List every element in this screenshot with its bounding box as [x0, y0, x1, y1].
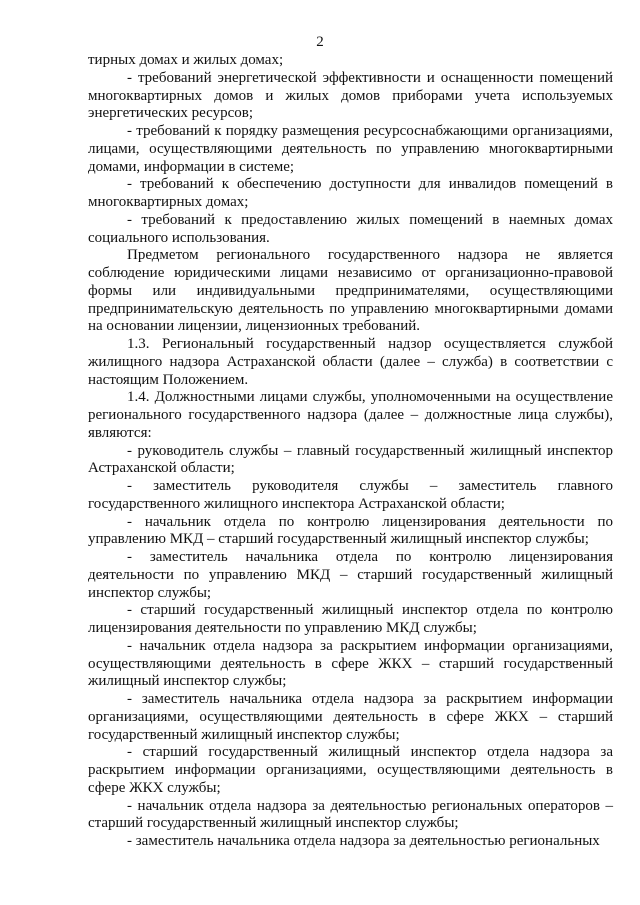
list-item: - заместитель начальника отдела по контролю лицензирования деятельности по управлению МКД – старший государственный жилищный инспектор службы; [88, 549, 613, 601]
paragraph: 1.4. Должностными лицами службы, уполномоченными на осуществление регионального государственного надзора (далее – должностные лица службы), являются: [88, 389, 613, 441]
paragraph: - требований к порядку размещения ресурсоснабжающими организациями, лицами, осуществляющими деятельность по управлению многоквартирными домами, информации в системе; [88, 123, 613, 175]
list-item: - начальник отдела надзора за раскрытием информации организациями, осуществляющими деятельность в сфере ЖКХ – старший государственный жилищный инспектор службы; [88, 637, 613, 690]
paragraph: Предметом регионального государственного надзора не является соблюдение юридическими лицами независимо от организационно-правовой формы или индивидуальными предпринимателями, осуществляющими предпринимательскую деятельность по управлению многоквартирными домами на основании лицензии, лицензионных требований. [88, 247, 613, 335]
paragraph: - требований энергетической эффективности и оснащенности помещений многоквартирных домов и жилых домов приборами учета используемых энергетических ресурсов; [88, 69, 613, 122]
document-body [88, 52, 613, 851]
list-item: - руководитель службы – главный государственный жилищный инспектор Астраханской области; [88, 442, 613, 477]
paragraph: 1.3. Региональный государственный надзор осуществляется службой жилищного надзора Астраханской области (далее – служба) в соответствии с настоящим Положением. [88, 336, 613, 388]
paragraph: - требований к предоставлению жилых помещений в наемных домах социального использования. [88, 211, 613, 246]
list-item: - начальник отдела по контролю лицензирования деятельности по управлению МКД – старший государственный жилищный инспектор службы; [88, 513, 613, 548]
list-item: - заместитель руководителя службы – заместитель главного государственного жилищного инспектора Астраханской области; [88, 478, 613, 512]
paragraph-continuation: тирных домах и жилых домах; [88, 52, 284, 68]
list-item: - старший государственный жилищный инспектор отдела надзора за раскрытием информации организациями, осуществляющими деятельность в сфере ЖКХ службы; [88, 744, 613, 796]
list-item: - заместитель начальника отдела надзора за раскрытием информации организациями, осуществляющими деятельность в сфере ЖКХ – старший государственный жилищный инспектор службы; [88, 691, 613, 743]
list-item: - заместитель начальника отдела надзора за деятельностью региональных [127, 833, 600, 849]
list-item: - старший государственный жилищный инспектор отдела по контролю лицензирования деятельности по управлению МКД службы; [88, 602, 613, 636]
paragraph: - требований к обеспечению доступности для инвалидов помещений в многоквартирных домах; [88, 176, 613, 210]
page-number: 2 [316, 34, 324, 50]
list-item: - начальник отдела надзора за деятельностью региональных операторов – старший государственный жилищный инспектор службы; [88, 797, 613, 832]
